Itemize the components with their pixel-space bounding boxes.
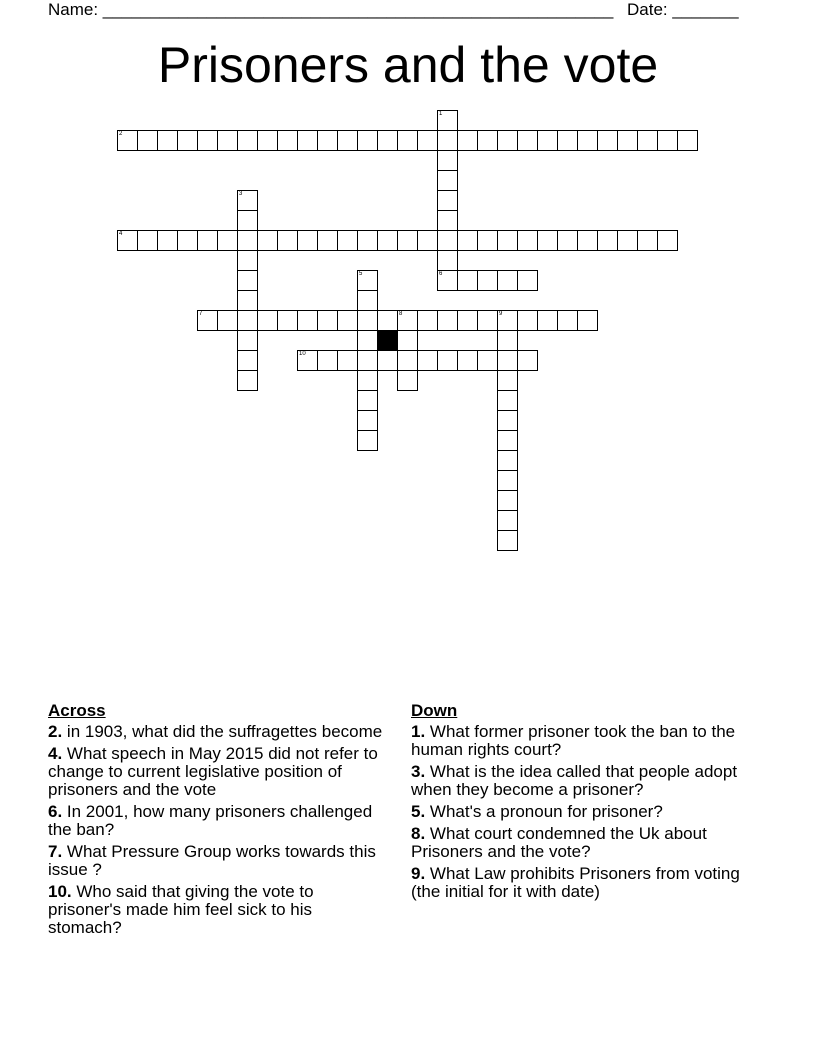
crossword-cell[interactable] — [497, 530, 518, 551]
crossword-cell[interactable] — [517, 230, 538, 251]
crossword-cell[interactable] — [357, 310, 378, 331]
crossword-cell[interactable] — [237, 270, 258, 291]
clue-number-label: 10 — [299, 351, 306, 357]
crossword-cell[interactable] — [317, 130, 338, 151]
crossword-cell[interactable] — [237, 330, 258, 351]
across-clue — [48, 745, 388, 799]
crossword-cell[interactable] — [557, 130, 578, 151]
clue-number: 10. — [48, 882, 72, 901]
clue-text: What is the idea called that people adopt when they become a prisoner? — [411, 762, 738, 799]
crossword-cell[interactable] — [497, 430, 518, 451]
crossword-cell[interactable] — [157, 230, 178, 251]
crossword-cell[interactable] — [357, 290, 378, 311]
crossword-cell[interactable] — [177, 230, 198, 251]
crossword-cell[interactable] — [237, 290, 258, 311]
crossword-cell[interactable] — [197, 130, 218, 151]
clue-number-label: 2 — [119, 131, 123, 137]
down-heading: Down — [411, 701, 458, 720]
date-field-line: Date: _______ — [627, 0, 739, 19]
clue-number-label: 3 — [239, 191, 243, 197]
crossword-cell[interactable] — [177, 130, 198, 151]
crossword-cell[interactable] — [677, 130, 698, 151]
crossword-cell[interactable] — [397, 230, 418, 251]
across-clue — [48, 723, 388, 741]
crossword-cell[interactable] — [517, 350, 538, 371]
crossword-cell[interactable] — [297, 310, 318, 331]
crossword-cell[interactable] — [237, 130, 258, 151]
crossword-cell[interactable] — [437, 210, 458, 231]
clue-text: What Law prohibits Prisoners from voting (the initial for it with date) — [411, 864, 740, 901]
crossword-cell[interactable] — [357, 350, 378, 371]
crossword-cell[interactable] — [437, 230, 458, 251]
crossword-cell[interactable] — [437, 110, 458, 131]
crossword-cell[interactable] — [237, 210, 258, 231]
clue-number-label: 5 — [359, 271, 363, 277]
crossword-cell[interactable] — [577, 230, 598, 251]
clue-text: What court condemned the Uk about Prisoners and the vote? — [411, 824, 707, 861]
clue-number: 5. — [411, 802, 426, 821]
crossword-cell[interactable] — [617, 230, 638, 251]
crossword-cell[interactable] — [477, 350, 498, 371]
down-clue-list — [411, 723, 751, 901]
crossword-cell[interactable] — [637, 130, 658, 151]
crossword-cell[interactable] — [477, 130, 498, 151]
crossword-cell[interactable] — [497, 410, 518, 431]
crossword-cell[interactable] — [417, 230, 438, 251]
crossword-cell[interactable] — [537, 130, 558, 151]
crossword-cell[interactable] — [237, 250, 258, 271]
crossword-cell[interactable] — [497, 390, 518, 411]
crossword-cell[interactable] — [357, 410, 378, 431]
crossword-cell[interactable] — [597, 230, 618, 251]
crossword-cell[interactable] — [497, 370, 518, 391]
crossword-cell[interactable] — [357, 390, 378, 411]
crossword-cell[interactable] — [197, 310, 218, 331]
clue-number: 2. — [48, 722, 63, 741]
crossword-cell[interactable] — [357, 330, 378, 351]
crossword-cell[interactable] — [437, 250, 458, 271]
page-title: Prisoners and the vote — [157, 37, 659, 93]
crossword-cell[interactable] — [297, 130, 318, 151]
crossword-cell[interactable] — [437, 130, 458, 151]
crossword-cell[interactable] — [437, 170, 458, 191]
crossword-cell[interactable] — [377, 350, 398, 371]
crossword-cell[interactable] — [117, 230, 138, 251]
crossword-cell[interactable] — [477, 310, 498, 331]
clue-number: 1. — [411, 722, 426, 741]
clue-number-label: 9 — [499, 311, 503, 317]
crossword-cell[interactable] — [277, 310, 298, 331]
down-clue — [411, 803, 751, 821]
down-clue — [411, 763, 751, 799]
crossword-cell[interactable] — [257, 310, 278, 331]
clue-text: in 1903, what did the suffragettes become — [62, 722, 383, 741]
crossword-cell[interactable] — [497, 470, 518, 491]
crossword-cell[interactable] — [217, 230, 238, 251]
crossword-cell[interactable] — [257, 230, 278, 251]
crossword-cell[interactable] — [377, 310, 398, 331]
crossword-cell[interactable] — [437, 270, 458, 291]
crossword-cell[interactable] — [517, 270, 538, 291]
crossword-cell[interactable] — [417, 350, 438, 371]
crossword-cell[interactable] — [317, 230, 338, 251]
crossword-cell[interactable] — [377, 130, 398, 151]
crossword-cell[interactable] — [657, 230, 678, 251]
crossword-cell[interactable] — [437, 150, 458, 171]
crossword-cell[interactable] — [337, 310, 358, 331]
crossword-cell[interactable] — [397, 130, 418, 151]
crossword-cell[interactable] — [497, 510, 518, 531]
crossword-cell[interactable] — [557, 230, 578, 251]
clue-text: What's a pronoun for prisoner? — [425, 802, 663, 821]
crossword-cell[interactable] — [477, 230, 498, 251]
crossword-cell[interactable] — [337, 350, 358, 371]
crossword-cell[interactable] — [217, 130, 238, 151]
crossword-cell[interactable] — [417, 310, 438, 331]
crossword-cell[interactable] — [397, 310, 418, 331]
crossword-cell[interactable] — [377, 230, 398, 251]
crossword-cell[interactable] — [277, 130, 298, 151]
crossword-cell[interactable] — [197, 230, 218, 251]
crossword-cell[interactable] — [437, 310, 458, 331]
crossword-cell[interactable] — [237, 190, 258, 211]
crossword-cell[interactable] — [637, 230, 658, 251]
crossword-block — [377, 330, 398, 351]
crossword-cell[interactable] — [457, 310, 478, 331]
clue-text: What Pressure Group works towards this issue ? — [48, 842, 376, 879]
crossword-cell[interactable] — [157, 130, 178, 151]
crossword-cell[interactable] — [117, 130, 138, 151]
crossword-cell[interactable] — [237, 310, 258, 331]
crossword-cell[interactable] — [357, 430, 378, 451]
across-clue — [48, 883, 388, 937]
crossword-cell[interactable] — [457, 230, 478, 251]
crossword-cell[interactable] — [397, 330, 418, 351]
crossword-cell[interactable] — [457, 270, 478, 291]
crossword-cell[interactable] — [597, 130, 618, 151]
down-clues — [411, 702, 751, 905]
clue-text: Who said that giving the vote to prisoner's made him feel sick to his stomach? — [48, 882, 314, 937]
crossword-cell[interactable] — [537, 310, 558, 331]
clue-number: 6. — [48, 802, 63, 821]
crossword-cell[interactable] — [497, 490, 518, 511]
crossword-cell[interactable] — [437, 350, 458, 371]
crossword-cell[interactable] — [217, 310, 238, 331]
crossword-cell[interactable] — [337, 230, 358, 251]
crossword-cell[interactable] — [257, 130, 278, 151]
crossword-cell[interactable] — [237, 370, 258, 391]
crossword-cell[interactable] — [657, 130, 678, 151]
crossword-cell[interactable] — [357, 230, 378, 251]
crossword-cell[interactable] — [437, 190, 458, 211]
crossword-cell[interactable] — [497, 270, 518, 291]
across-heading: Across — [48, 701, 106, 720]
crossword-cell[interactable] — [137, 230, 158, 251]
clue-number-label: 8 — [399, 311, 403, 317]
crossword-cell[interactable] — [237, 350, 258, 371]
across-clue-list — [48, 723, 388, 937]
clue-number: 9. — [411, 864, 426, 883]
crossword-cell[interactable] — [397, 370, 418, 391]
crossword-cell[interactable] — [337, 130, 358, 151]
crossword-cell[interactable] — [617, 130, 638, 151]
down-clue — [411, 723, 751, 759]
crossword-cell[interactable] — [497, 130, 518, 151]
crossword-cell[interactable] — [557, 310, 578, 331]
clue-number-label: 1 — [439, 111, 443, 117]
crossword-cell[interactable] — [417, 130, 438, 151]
across-clues — [48, 702, 388, 941]
name-field-line: Name: ______________________________________________________ — [48, 0, 614, 19]
crossword-cell[interactable] — [397, 350, 418, 371]
crossword-cell[interactable] — [357, 270, 378, 291]
crossword-cell[interactable] — [497, 310, 518, 331]
crossword-cell[interactable] — [457, 130, 478, 151]
clue-text: What former prisoner took the ban to the human rights court? — [411, 722, 736, 759]
crossword-cell[interactable] — [357, 370, 378, 391]
crossword-cell[interactable] — [277, 230, 298, 251]
crossword-cell[interactable] — [477, 270, 498, 291]
crossword-cell[interactable] — [317, 350, 338, 371]
crossword-cell[interactable] — [137, 130, 158, 151]
crossword-cell[interactable] — [517, 310, 538, 331]
down-clue — [411, 865, 751, 901]
crossword-cell[interactable] — [497, 350, 518, 371]
clue-text: What speech in May 2015 did not refer to change to current legislative position of prisoners and the vote — [48, 744, 378, 799]
down-clue — [411, 825, 751, 861]
clue-text: In 2001, how many prisoners challenged the ban? — [48, 802, 373, 839]
crossword-cell[interactable] — [577, 310, 598, 331]
crossword-cell[interactable] — [537, 230, 558, 251]
clue-number: 7. — [48, 842, 63, 861]
crossword-cell[interactable] — [357, 130, 378, 151]
crossword-cell[interactable] — [577, 130, 598, 151]
crossword-cell[interactable] — [237, 230, 258, 251]
clue-number-label: 6 — [439, 271, 443, 277]
crossword-cell[interactable] — [497, 230, 518, 251]
crossword-cell[interactable] — [457, 350, 478, 371]
clue-number: 4. — [48, 744, 63, 763]
clue-number-label: 7 — [199, 311, 203, 317]
crossword-cell[interactable] — [317, 310, 338, 331]
clue-number: 8. — [411, 824, 426, 843]
crossword-cell[interactable] — [517, 130, 538, 151]
across-clue — [48, 843, 388, 879]
crossword-cell[interactable] — [297, 230, 318, 251]
clue-number-label: 4 — [119, 231, 123, 237]
crossword-cell[interactable] — [497, 450, 518, 471]
crossword-cell[interactable] — [297, 350, 318, 371]
clue-number: 3. — [411, 762, 426, 781]
crossword-cell[interactable] — [497, 330, 518, 351]
across-clue — [48, 803, 388, 839]
